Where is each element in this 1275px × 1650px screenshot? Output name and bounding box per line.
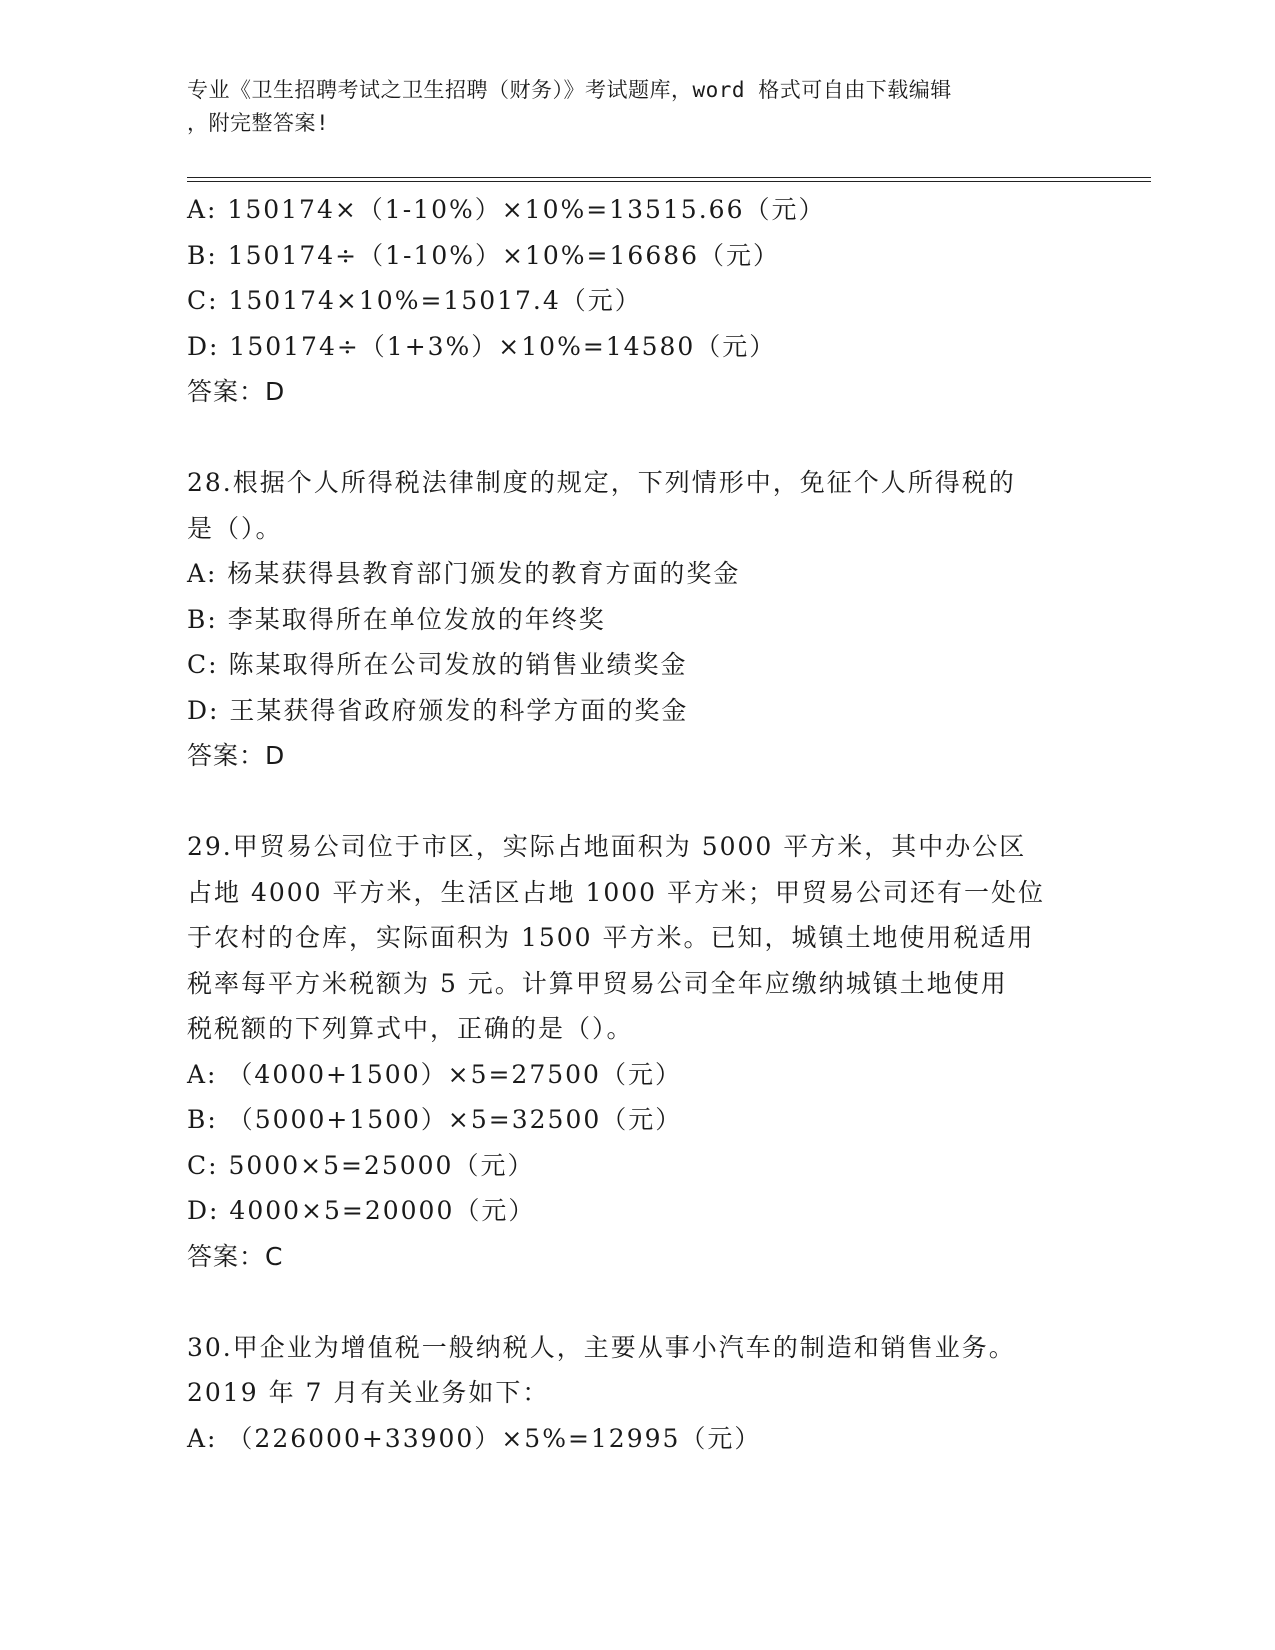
header-line-1: 专业《卫生招聘考试之卫生招聘（财务）》考试题库，word 格式可自由下载编辑 <box>187 78 952 102</box>
option-a: A: （226000+33900）×5%=12995（元） <box>187 1423 762 1453</box>
question-29 <box>187 824 1087 1279</box>
question-content <box>187 187 1087 1461</box>
option-c: C: 陈某取得所在公司发放的销售业绩奖金 <box>187 650 688 679</box>
question-stem: 是（）。 <box>187 513 283 543</box>
answer-label: 答案：C <box>187 1241 284 1271</box>
option-b: B: （5000+1500）×5=32500（元） <box>187 1105 683 1134</box>
header-line-2: ，附完整答案! <box>187 111 330 135</box>
spacer <box>187 779 1087 825</box>
option-d: D: 4000×5=20000（元） <box>187 1196 536 1225</box>
option-a: A: 杨某获得县教育部门颁发的教育方面的奖金 <box>187 559 741 588</box>
question-stem: 于农村的仓库，实际面积为 1500 平方米。已知，城镇土地使用税适用 <box>187 923 1035 952</box>
option-d: D: 王某获得省政府颁发的科学方面的奖金 <box>187 695 689 725</box>
question-stem: 占地 4000 平方米，生活区占地 1000 平方米；甲贸易公司还有一处位 <box>187 877 1046 907</box>
option-d: D: 150174÷（1+3%）×10%=14580（元） <box>187 331 777 361</box>
question-27 <box>187 187 1087 415</box>
question-stem: 税税额的下列算式中，正确的是（）。 <box>187 1014 634 1043</box>
answer-label: 答案：D <box>187 741 286 770</box>
spacer <box>187 1279 1087 1325</box>
header-divider-top <box>187 177 1151 178</box>
question-28 <box>187 460 1087 779</box>
option-c: C: 150174×10%=15017.4（元） <box>187 286 642 315</box>
spacer <box>187 415 1087 461</box>
header-divider-bottom <box>187 181 1151 182</box>
answer-label: 答案：D <box>187 377 286 406</box>
question-stem: 29.甲贸易公司位于市区，实际占地面积为 5000 平方米，其中办公区 <box>187 832 1027 861</box>
option-a: A: （4000+1500）×5=27500（元） <box>187 1059 682 1089</box>
question-stem: 30.甲企业为增值税一般纳税人，主要从事小汽车的制造和销售业务。 <box>187 1332 1016 1362</box>
option-a: A: 150174×（1-10%）×10%=13515.66（元） <box>187 195 826 224</box>
option-b: B: 李某取得所在单位发放的年终奖 <box>187 604 606 634</box>
option-c: C: 5000×5=25000（元） <box>187 1150 535 1180</box>
question-30 <box>187 1325 1087 1462</box>
option-b: B: 150174÷（1-10%）×10%=16686（元） <box>187 240 781 270</box>
question-stem: 28.根据个人所得税法律制度的规定，下列情形中，免征个人所得税的 <box>187 468 1016 497</box>
question-stem: 税率每平方米税额为 5 元。计算甲贸易公司全年应缴纳城镇土地使用 <box>187 968 1008 998</box>
document-header <box>187 74 1067 140</box>
question-stem: 2019 年 7 月有关业务如下： <box>187 1378 550 1407</box>
